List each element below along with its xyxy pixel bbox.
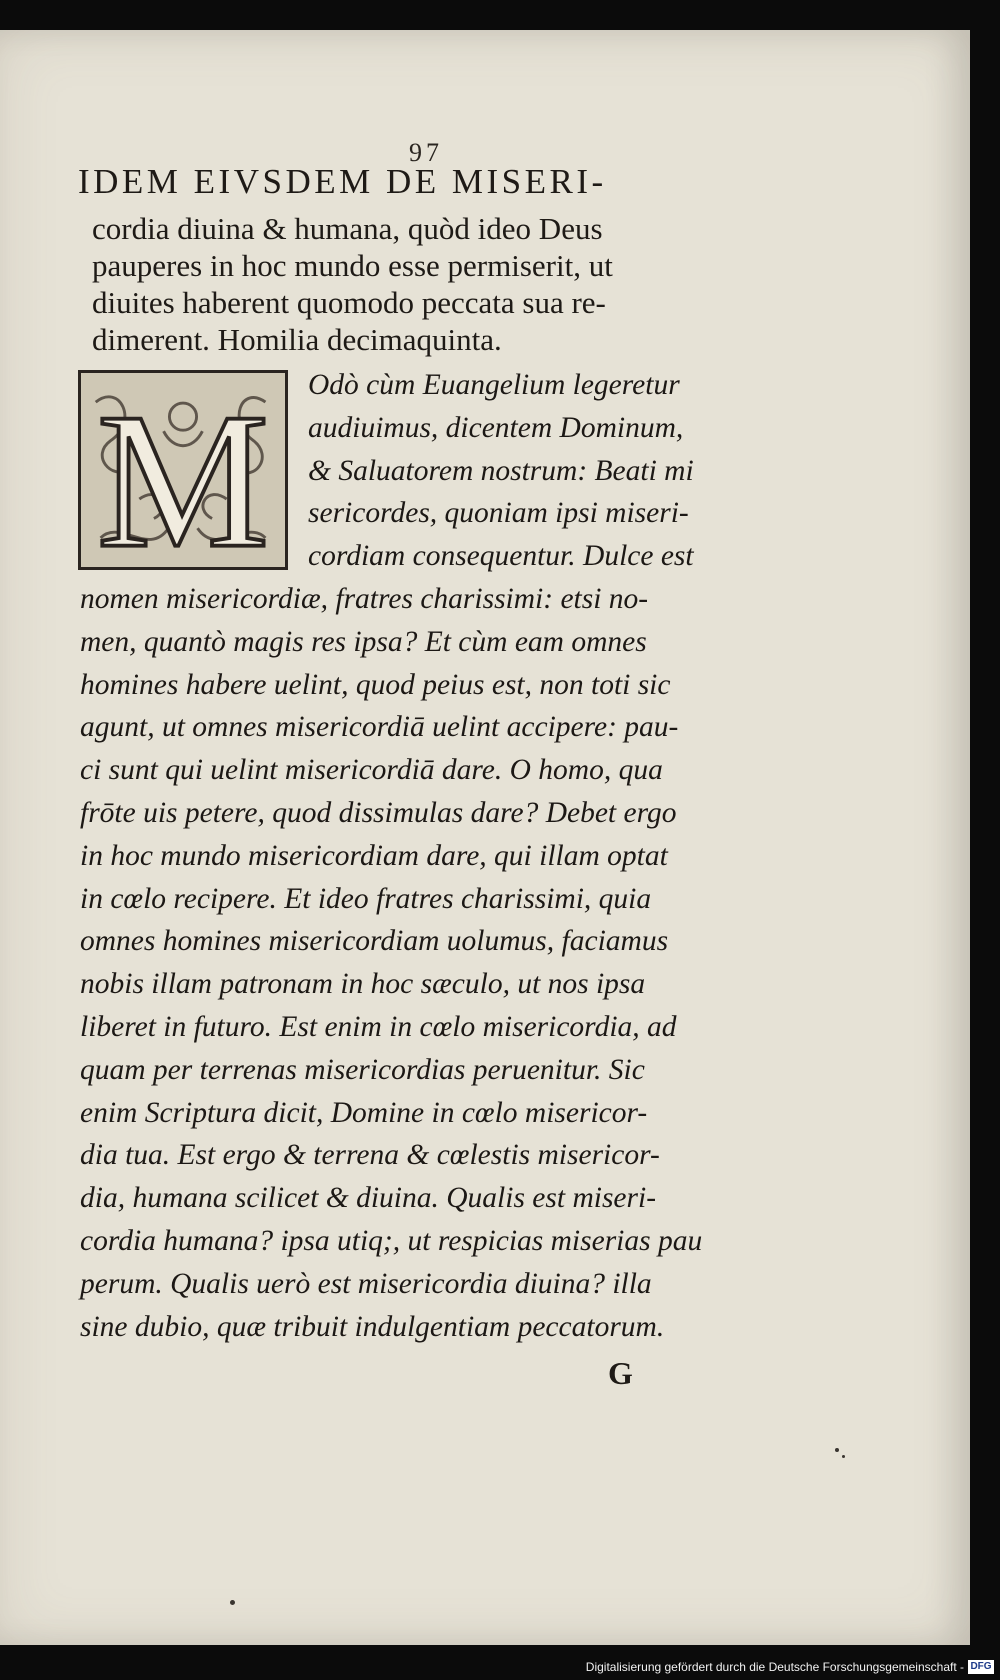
text-line: sericordes, quoniam ipsi miseri-: [308, 497, 689, 530]
text-line: perum. Qualis uerò est misericordia diuina? illa: [80, 1267, 652, 1300]
text-line: dia tua. Est ergo & terrena & cœlestis misericor-: [80, 1139, 660, 1172]
text-line: nobis illam patronam in hoc sæculo, ut nos ipsa: [80, 968, 646, 1001]
text-line: cordiam consequentur. Dulce est: [308, 540, 694, 573]
subheading-line: diuites haberent quomodo peccata sua re-: [92, 285, 606, 320]
footer-bar: [0, 1650, 1000, 1680]
chapter-subheading: [92, 210, 752, 358]
text-line: audiuimus, dicentem Dominum,: [308, 411, 684, 444]
body-text: [80, 364, 760, 1348]
paper-speck: [835, 1448, 839, 1452]
paper-speck: [842, 1455, 845, 1458]
text-line: cordia humana? ipsa utiq;, ut respicias miserias pau: [80, 1224, 703, 1257]
initial-letter: M: [96, 373, 270, 567]
text-line: agunt, ut omnes misericordiā uelint accipere: pau-: [80, 711, 679, 744]
text-line: quam per terrenas misericordias peruenitur. Sic: [80, 1053, 645, 1086]
text-line: Odò cùm Euangelium legeretur: [308, 369, 680, 401]
text-line: liberet in futuro. Est enim in cœlo misericordia, ad: [80, 1010, 677, 1043]
text-line: men, quantò magis res ipsa? Et cùm eam omnes: [80, 625, 647, 658]
dfg-logo-icon: DFG: [968, 1660, 994, 1674]
funding-credit: Digitalisierung gefördert durch die Deutsche Forschungsgemeinschaft -: [585, 1660, 964, 1674]
text-line: ci sunt qui uelint misericordiā dare. O homo, qua: [80, 754, 663, 787]
signature-mark: G: [608, 1355, 633, 1391]
page-number: 97: [409, 138, 443, 167]
text-line: & Saluatorem nostrum: Beati mi: [308, 454, 694, 487]
text-line: in hoc mundo misericordiam dare, qui illam optat: [80, 839, 668, 872]
text-line: dia, humana scilicet & diuina. Qualis est miseri-: [80, 1182, 657, 1215]
subheading-line: pauperes in hoc mundo esse permiserit, ut: [92, 248, 613, 283]
text-line: homines habere uelint, quod peius est, non toti sic: [80, 668, 671, 701]
subheading-line: dimerent. Homilia decimaquinta.: [92, 322, 502, 357]
text-line: omnes homines misericordiam uolumus, faciamus: [80, 925, 669, 958]
text-line: in cœlo recipere. Et ideo fratres charissimi, quia: [80, 882, 652, 915]
paper-speck: [230, 1600, 235, 1605]
subheading-line: cordia diuina & humana, quòd ideo Deus: [92, 211, 603, 246]
text-line: nomen misericordiæ, fratres charissimi: etsi no-: [80, 582, 649, 615]
text-line: enim Scriptura dicit, Domine in cœlo misericor-: [80, 1096, 648, 1129]
chapter-heading: IDEM EIVSDEM DE MISERI-: [78, 162, 607, 201]
text-line: sine dubio, quæ tribuit indulgentiam peccatorum.: [80, 1310, 665, 1343]
text-line: frōte uis petere, quod dissimulas dare? Debet ergo: [80, 796, 677, 829]
